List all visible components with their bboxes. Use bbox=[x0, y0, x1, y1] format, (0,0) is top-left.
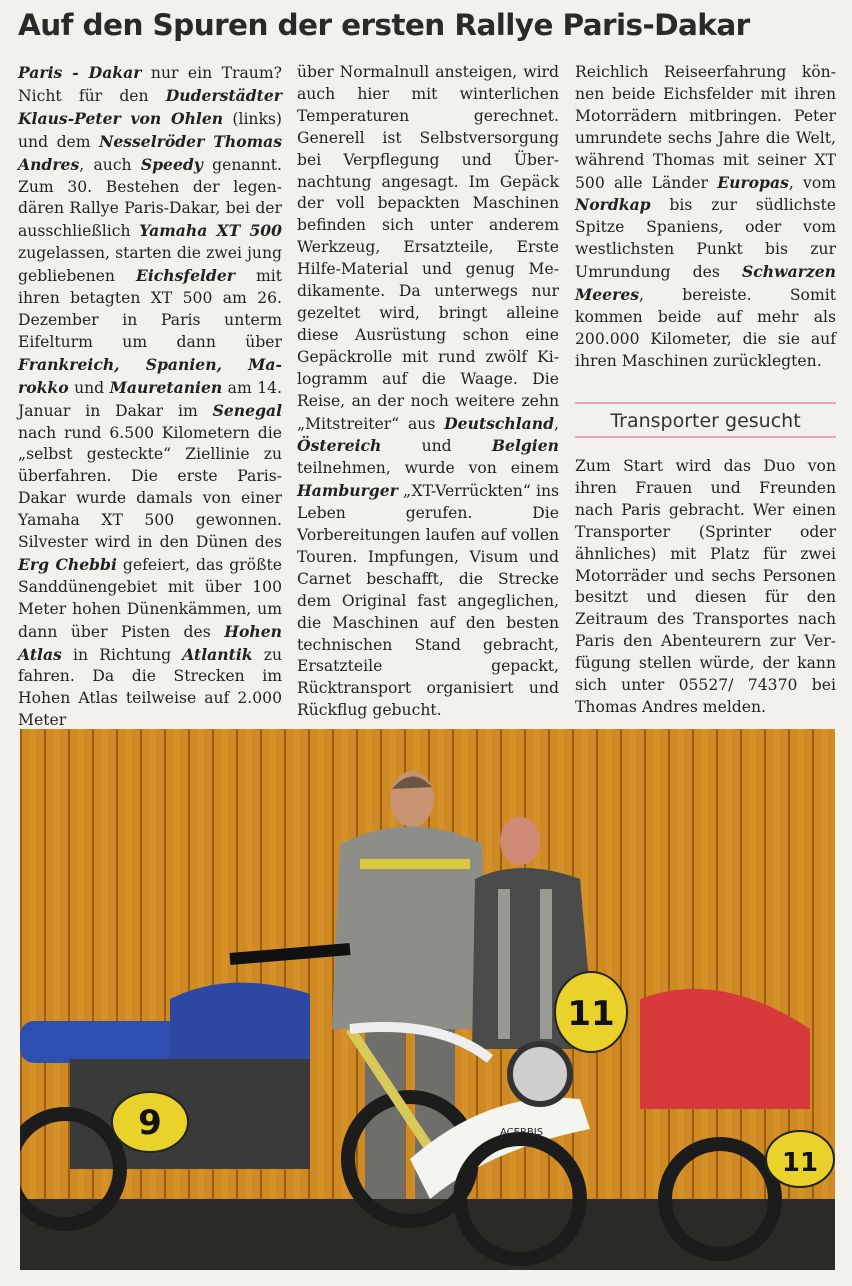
article-column-3: Reichlich Reiseerfahrung können beide Eichsfelder mit ihren Motorrädern mitbringen. Peter umrundete sechs Jahre die Welt, während Thomas mit seiner XT 500 alle Länder Europas, vom Nordkap bis zur südlichste Spitze Spaniens, oder vom westlichsten Punkt bis zur Umrundung des Schwarzen Meeres, bereiste. Somit kommen beide auf mehr als 200.000 Kilometer, die sie auf ihren Maschinen zurücklegten. bbox=[575, 63, 836, 370]
photo-riders-with-motorcycles bbox=[20, 729, 835, 1270]
start-number-plate-left: 9 bbox=[138, 1103, 162, 1143]
sponsor-logo-text: ACERBIS bbox=[500, 1127, 544, 1138]
article-photo bbox=[20, 729, 835, 1270]
section-subheading: Transporter gesucht bbox=[575, 402, 836, 438]
start-number-plate-right: 11 bbox=[567, 994, 615, 1034]
article-headline: Auf den Spuren der ersten Rallye Paris-Dakar bbox=[18, 8, 750, 42]
start-number-plate-far: 11 bbox=[781, 1148, 819, 1178]
article-column-3-continued: Zum Start wird das Duo von ihren Frauen und Freunden nach Paris gebracht. Wer einen Transporter (Sprinter oder ähnliches) mit Platz für zwei Motorräder und sechs Personen besitzt und diesen für den Zeitraum des Transportes nach Paris den Abenteurern zur Verfügung stellen würde, der kann sich unter 05527/ 74370 bei Thomas Andres melden. bbox=[575, 457, 836, 716]
article-column-2: über Normalnull ansteigen, wird auch hier mit winterlichen Temperaturen gerechnet. Generell ist Selbstversorgung bei Verpflegung und Übernachtung angesagt. Im Gepäck der voll bepackten Maschinen befinden sich unter anderem Werkzeug, Ersatzteile, Erste Hilfe-Material und genug Medikamente. Da unterwegs nur gezeltet wird, bringt alleine diese Ausrüstung schon eine Gepäckrolle mit rund zwölf Kilogramm auf die Waage. Die Reise, an der noch weitere zehn „Mitstreiter“ aus Deutschland, Östereich und Belgien teilnehmen, wurde von einem Hamburger „XT-Verrückten“ ins Leben gerufen. Die Vorbereitungen laufen auf vollen Touren. Impfungen, Visum und Carnet beschafft, die Strecke dem Original fast angeglichen, die Maschinen auf den besten technischen Stand gebracht, Ersatzteile gepackt, Rücktransport organisiert und Rückflug gebucht. bbox=[297, 63, 559, 720]
article-column-1: Paris - Dakar nur ein Traum? Nicht für den Duderstädter Klaus-Peter von Ohlen (links) und dem Nesselröder Thomas Andres, auch Speedy genannt. Zum 30. Bestehen der legendären Rallye Paris-Dakar, bei der ausschließlich Yamaha XT 500 zugelassen, starten die zwei jung gebliebenen Eichsfelder mit ihren betagten XT 500 am 26. Dezember in Paris unterm Eifelturm um dann über Frankreich, Spanien, Marokko und Mauretanien am 14. Januar in Dakar im Senegal nach rund 6.500 Kilometern die „selbst gesteckte“ Ziellinie zu überfahren. Die erste Paris-Dakar wurde damals von einer Yamaha XT 500 gewonnen. Silvester wird in den Dünen des Erg Chebbi gefeiert, das größte Sanddünengebiet mit über 100 Meter hohen Dünenkämmen, um dann über Pisten des Hohen Atlas in Richtung Atlantik zu fahren. Da die Strecken im Hohen Atlas teilweise auf 2.000 Meter bbox=[18, 63, 283, 730]
